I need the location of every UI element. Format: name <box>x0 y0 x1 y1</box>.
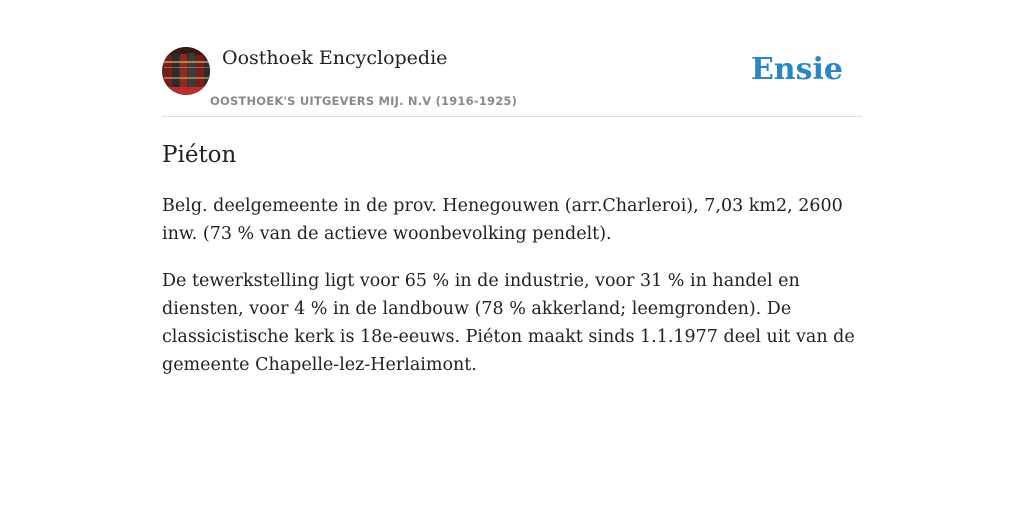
article-body <box>162 192 862 398</box>
source-header <box>162 46 862 117</box>
source-title[interactable]: Oosthoek Encyclopedie <box>222 47 448 69</box>
source-subtitle: OOSTHOEK'S UITGEVERS MIJ. N.V (1916-1925) <box>210 94 518 108</box>
article-paragraph: Belg. deelgemeente in de prov. Henegouwen (arr.Charleroi), 7,03 km2, 2600 inw. (73 % van de actieve woonbevolking pendelt). <box>162 196 843 244</box>
article-paragraph: De tewerkstelling ligt voor 65 % in de industrie, voor 31 % in handel en diensten, voor 4 % in de landbouw (78 % akkerland; leemgronden). De classicistische kerk is 18e-eeuws. Piéton maakt sinds 1.1.1977 deel uit van de gemeente Chapelle-lez-Herlaimont. <box>162 271 855 375</box>
article-title: Piéton <box>162 142 237 168</box>
encyclopedia-books-icon[interactable] <box>162 47 210 95</box>
ensie-logo-link[interactable]: Ensie <box>750 52 843 87</box>
